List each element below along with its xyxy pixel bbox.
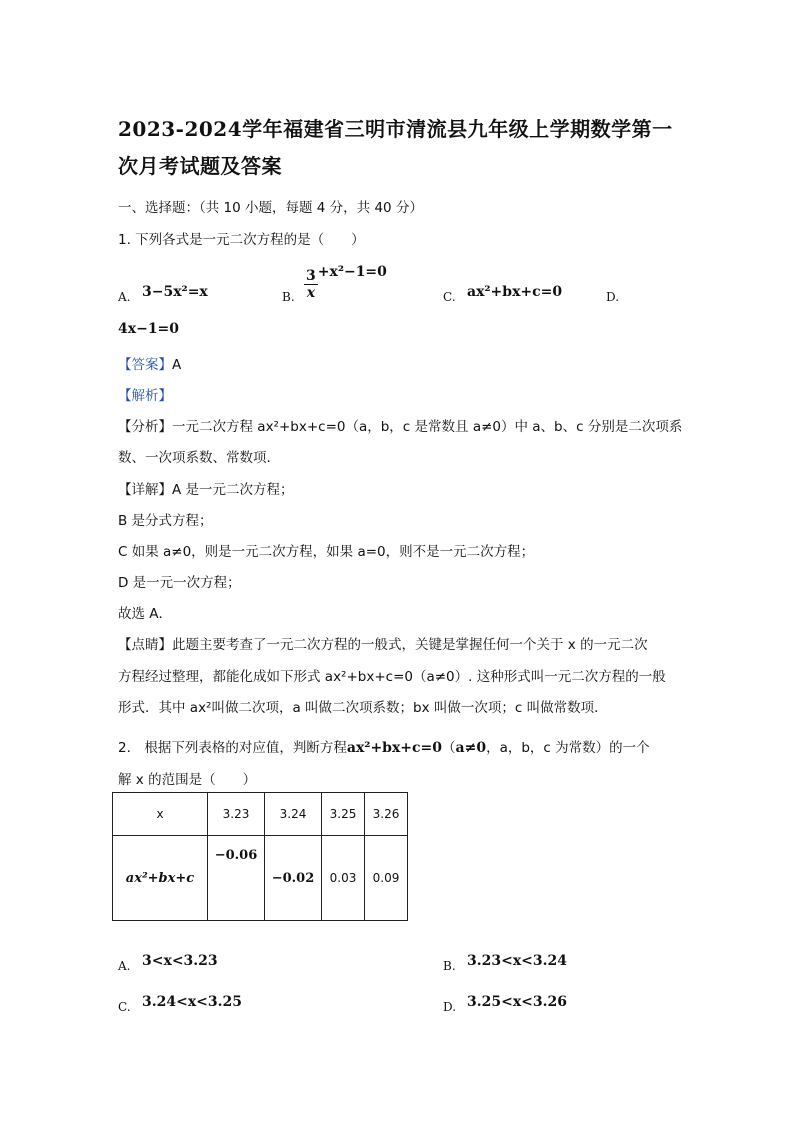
q1-option-b-frac-den: x	[306, 284, 316, 301]
table-header-cell: x	[113, 793, 208, 836]
q2-stem-open-paren: （	[442, 740, 456, 756]
q1-option-c-label: C.	[443, 290, 456, 304]
q2-option-c-label: C.	[118, 1000, 131, 1014]
q1-option-b-rest: +x²−1=0	[317, 264, 387, 280]
q1-xiangjie-c: C 如果 a≠0，则是一元二次方程，如果 a=0，则不是一元二次方程；	[118, 544, 535, 560]
q1-conclusion: 故选 A．	[118, 606, 173, 622]
q1-option-b-label: B.	[282, 290, 295, 304]
dianjing-tag: 【点睛】	[118, 637, 172, 653]
q1-option-c-math: ax²+bx+c=0	[467, 284, 563, 300]
q2-option-c-math: 3.24<x<3.25	[142, 994, 243, 1010]
document-title-line1: 2023-2024学年福建省三明市清流县九年级上学期数学第一	[118, 117, 673, 141]
answer-tag: 【答案】	[118, 357, 172, 373]
dianjing-text1: 此题主要考查了一元二次方程的一般式，关键是掌握任何一个关于 x 的一元二次	[172, 637, 648, 653]
table-header-cell: 3.23	[208, 793, 265, 836]
xiangjie-tag: 【详解】	[118, 482, 172, 498]
q2-stem-suffix: ，a，b，c 为常数）的一个	[486, 740, 650, 756]
q2-stem-math: ax²+bx+c=0	[346, 740, 443, 756]
q2-value-table	[112, 792, 408, 921]
q1-option-b-math	[304, 264, 387, 301]
section-header: 一、选择题：（共 10 小题，每题 4 分，共 40 分）	[118, 200, 423, 216]
q2-stem-line2: 解 x 的范围是（ ）	[118, 772, 257, 788]
table-header-row	[113, 793, 408, 836]
fenxi-text1: 一元二次方程 ax²+bx+c=0（a，b，c 是常数且 a≠0）中 a、b、c 分别是二次项系	[172, 419, 683, 435]
q2-option-b-label: B.	[443, 959, 456, 973]
q2-stem-line1	[118, 736, 650, 756]
fenxi-tag: 【分析】	[118, 419, 172, 435]
q1-option-d-math: 4x−1=0	[118, 321, 180, 337]
q1-fenxi-line1	[118, 415, 682, 435]
analysis-tag: 【解析】	[118, 388, 172, 404]
table-value-cell: −0.06	[208, 836, 265, 921]
document-title-line2: 次月考试题及答案	[118, 154, 282, 178]
q2-option-a-math: 3<x<3.23	[142, 953, 218, 969]
xiangjie-a: A 是一元二次方程；	[172, 482, 294, 498]
table-header-cell: 3.25	[322, 793, 365, 836]
table-value-cell: 0.09	[365, 836, 408, 921]
q2-option-d-math: 3.25<x<3.26	[467, 994, 568, 1010]
q1-option-a-label: A.	[118, 290, 131, 304]
q1-dianjing-line1	[118, 633, 648, 653]
q1-option-b-frac-num: 3	[306, 267, 316, 284]
q1-fenxi-line2: 数、一次项系数、常数项．	[118, 450, 280, 466]
q1-xiangjie-line1	[118, 478, 294, 498]
q2-stem-cond: a≠0	[455, 740, 487, 756]
table-header-cell: 3.24	[265, 793, 322, 836]
table-value-cell: 0.03	[322, 836, 365, 921]
table-header-cell: 3.26	[365, 793, 408, 836]
table-value-cell: −0.02	[265, 836, 322, 921]
q1-xiangjie-b: B 是分式方程；	[118, 513, 213, 529]
q2-option-a-label: A.	[118, 959, 131, 973]
q1-stem: 1. 下列各式是一元二次方程的是（ ）	[118, 232, 365, 248]
q2-option-d-label: D.	[443, 1000, 457, 1014]
q1-answer	[118, 353, 181, 373]
q1-dianjing-line2: 方程经过整理，都能化成如下形式 ax²+bx+c=0（a≠0）. 这种形式叫一元二次方程的一般	[118, 669, 666, 685]
q2-option-b-math: 3.23<x<3.24	[467, 953, 568, 969]
q1-dianjing-line3: 形式．其中 ax²叫做二次项，a 叫做二次项系数；bx 叫做一次项；c 叫做常数项．	[118, 700, 608, 716]
q1-xiangjie-d: D 是一元一次方程；	[118, 575, 241, 591]
table-row-label: ax²+bx+c	[113, 836, 208, 921]
q1-option-d-label: D.	[606, 290, 620, 304]
q2-stem-prefix: 2. 根据下列表格的对应值，判断方程	[118, 740, 347, 756]
q1-option-a-math: 3−5x²=x	[142, 284, 208, 300]
table-value-row	[113, 836, 408, 921]
answer-value: A	[172, 357, 182, 373]
